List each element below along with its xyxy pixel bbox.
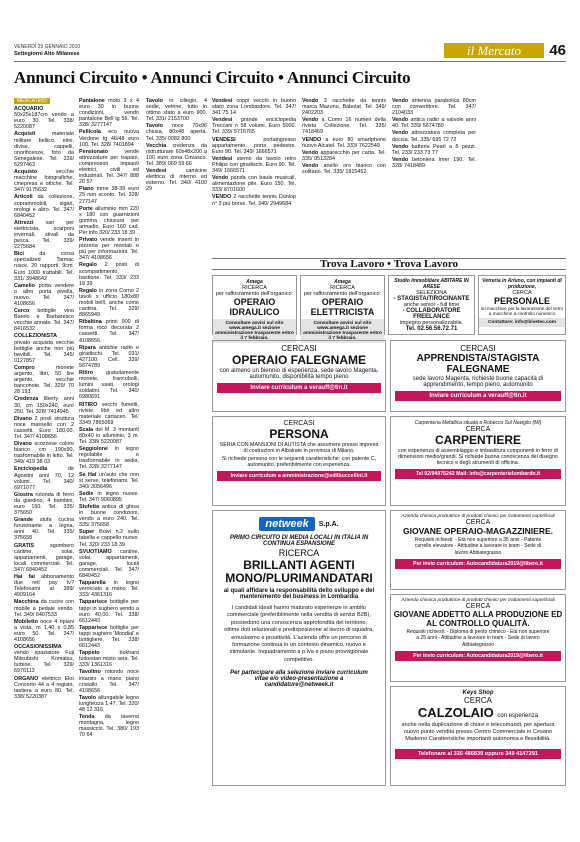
- classified-ad: [14, 283, 74, 307]
- classified-ad: [14, 106, 74, 130]
- classified-keyword: Compro: [14, 364, 35, 371]
- classified-text: camicine elettrica di interno ed esterno. Tel. 340/ 4100 29: [146, 168, 207, 193]
- classified-text: bottiglie per tappi in sughero vendo a euro 40,00. Tel. 338/ 6612443: [79, 599, 140, 624]
- classified-keyword: Cerco: [14, 308, 30, 315]
- classified-ad: [79, 695, 139, 713]
- classified-ad: [14, 492, 74, 516]
- classified-text: Bowl n.2 sullo tabella e cappello nuovo. Tel. 320/ 233 18 39: [79, 529, 140, 548]
- classified-keyword: Regalo: [79, 287, 97, 294]
- classified-text: vende attrezzature per trapani, compressori impianti elettrici, civili ed industriali. Tel. 347/ 888 20 57: [79, 148, 139, 186]
- classified-ad: [392, 144, 476, 156]
- classified-keyword: SVUOTIAMO: [79, 548, 112, 555]
- classified-keyword: Tappeto: [79, 650, 100, 657]
- classified-text: da cucire con mobile a pedale vendo. Tel. 349/ 6407533: [14, 599, 75, 618]
- classified-text: 2 racchette tennis Dunlop n° 3 più borse. Tel. 340/ 2949684: [212, 194, 296, 207]
- classified-ad: [392, 130, 476, 142]
- classified-text: antica radio a valvole anni 40. Tel. 339/ 5674789: [392, 117, 476, 130]
- classified-text: coppi vecchi in buono stato zona Lombardore. Tel. 347/ 341 75 14: [212, 98, 296, 117]
- classified-keyword: OCCASIONISSIMA: [14, 644, 62, 651]
- classified-text: a euro 80 smartphone nuovo Alcatel. Tel. 333/ 7622549: [302, 136, 387, 149]
- classified-keyword: VENDO: [212, 194, 232, 201]
- classified-ad: [79, 491, 139, 503]
- classified-ad: [79, 370, 139, 400]
- classified-text: in zona Corno 2 tavoli x ufficio 180x80 mobili bellì, anche come cantina. Tel. 329/ 8865949: [79, 287, 140, 319]
- classified-text: rotondo noce intarsio a mano piano cristallo. Tel. 347/ 4108656: [79, 669, 139, 694]
- classifieds-column-4: [212, 98, 296, 254]
- classified-ad: [302, 98, 386, 116]
- classified-keyword: Ritiro: [79, 370, 94, 377]
- issue-date: VENERDÌ 29 GENNAIO 2010: [14, 44, 81, 50]
- classified-keyword: Vendesi: [146, 168, 167, 175]
- classified-keyword: Super: [79, 529, 95, 536]
- classified-ad: [79, 98, 139, 128]
- classified-keyword: GRATIS: [14, 542, 34, 549]
- section-tag: il Mercato: [444, 43, 544, 58]
- classified-ad: [79, 650, 139, 668]
- classified-ad: [212, 137, 296, 155]
- classifieds-column-3: [146, 98, 207, 258]
- ad-vetreria-personale: Vetreria in Arluno, con impianti di produzione, CERCA PERSONALE su macchine per la lavorazione del vetro a macchine a controllo numerico Contattare: info@bivetec.com: [478, 275, 566, 335]
- classified-keyword: VENDESI: [212, 136, 236, 143]
- classified-text: in legno nuove. Tel. 347/ 9060895: [79, 490, 139, 503]
- classified-keyword: Vendo: [392, 117, 409, 124]
- classified-ad: [392, 98, 476, 116]
- classified-keyword: Vendo: [302, 149, 319, 156]
- classified-ad: [14, 574, 74, 598]
- classified-keyword: Macchina: [14, 599, 39, 606]
- classified-keyword: Mobiletto: [14, 618, 38, 625]
- classified-keyword: Vendo: [212, 175, 229, 182]
- classified-keyword: Tavolo: [79, 694, 96, 701]
- classified-keyword: Hai fai: [14, 574, 35, 581]
- classified-text: in ciliegio, 4 sedie, vetrine, tutto in ottimo stato a euro 900. Tel. 331/ 2153700: [146, 98, 207, 123]
- classified-keyword: Pellicola: [79, 129, 101, 136]
- classified-ad: [79, 319, 139, 343]
- classified-text: apparecchio per carta. Tel. 335/ 9513284: [302, 149, 386, 162]
- classified-ad: [14, 365, 74, 395]
- classified-ad: [79, 446, 139, 470]
- classified-text: stufa cucina funzionante a legna, anni 40. Tel. 335/ 375658: [14, 517, 74, 542]
- classified-keyword: Vendo: [302, 98, 319, 104]
- classified-text: primi 900 di forma rocò decorata 2 cassetti. Tel. 347/ 4108656: [79, 319, 139, 344]
- classified-ad: [14, 644, 74, 674]
- classified-text: de Agostini anni 70, 12 volumi. Tel. 340/ 6971077: [14, 466, 74, 491]
- classified-keyword: Porte: [79, 205, 93, 212]
- classified-text: abbonamento due reti pay tv? Telefonami al 389/ 4909164: [14, 574, 74, 599]
- classified-text: alluminio mm 220 x 180 con guarnizioni gomma chiusura per armadio. Euro 160 cad. Per info 320/ 233 18 39: [79, 205, 139, 236]
- classified-keyword: Stufetta: [79, 504, 100, 510]
- classified-text: 50x25x187cm vendo a euro 30. Tel. 338/ 5220087: [14, 112, 74, 131]
- magazine-name: Settegiorni Alto Milanese: [14, 51, 80, 57]
- classified-keyword: Vendo: [392, 98, 409, 104]
- classified-text: gratuitamente monete, francobolli, lumini usati, orologi soldatini. Tel. 340/ 6980691: [79, 370, 139, 401]
- classified-keyword: Seggiolone: [79, 446, 109, 453]
- classified-keyword: Ripara: [79, 344, 96, 351]
- classified-keyword: Vendo: [392, 130, 409, 137]
- classified-ad: [212, 117, 296, 135]
- classified-keyword: Giostra: [14, 491, 33, 498]
- classified-keyword: Piano: [79, 186, 94, 193]
- classified-text: materiale militare bellico, elmi, divise, cappelli, onorificenze, foto da Senegalese. Tel. 339/ 5297463: [14, 131, 74, 168]
- ad-persona-autista: CERCASI PERSONA SERIA CON MANSIONI DI AUTISTA che assumere presso impresa di costruzioni in Albairate in provincia di Milano. Si richiede persona con le seguenti caratteristiche: con patente C, automunito, preferibilmente con esperienza. Inviare curriculum a amministrazione@edilbuccellini.it: [212, 416, 386, 506]
- classified-ad: [14, 543, 74, 573]
- annunci-banner: Annunci Circuito • Annunci Circuito • Annunci Circuito: [14, 68, 411, 87]
- classified-text: antenna parabolica 80cm con convertitore. Tel. 347/ 2104033: [392, 98, 476, 117]
- classified-keyword: Tapparisce: [79, 624, 108, 631]
- classified-text: a Como 16 numeri della rivista Collezione. Tel. 335/ 7418469: [302, 117, 387, 136]
- classified-ad: [14, 333, 74, 363]
- classified-keyword: Vendesi: [212, 98, 233, 104]
- classifieds-column-5: [302, 98, 386, 254]
- classified-ad: [79, 504, 139, 528]
- classified-ad: [14, 308, 74, 332]
- classified-text: in legno verniciato a mano. Tel. 333/ 4361316: [79, 580, 139, 599]
- classified-keyword: Credenza: [14, 396, 39, 403]
- classified-ad: [146, 123, 207, 141]
- ad-calzolaio: Keys Shop CERCA CALZOLAIO con esperienza anche nella duplicazione di chiavi e telecomandi, per apertura nuovo punto vendita presso Centro Commerciale in Cesano Maderno Caratteristiche importanti autonomia e flessibilità. Telefonare al 335 486839 oppure 349 4147291: [390, 686, 566, 786]
- netweek-logo: netweek: [259, 517, 314, 531]
- classified-text: sterno da tavolo retro Philips con giradischi. Euro 90. Tel. 349/ 1666571: [212, 155, 296, 175]
- classified-text: in legno regolabile e trasformabile in sedia. Tel. 328/ 3277147: [79, 446, 140, 471]
- classified-ad: [14, 251, 74, 281]
- classified-keyword: Vendesi: [212, 117, 233, 124]
- section-label: MERCATINO: [14, 98, 50, 104]
- classified-ad: [302, 150, 386, 162]
- ad-operaio-magazziniere: Azienda chimica produttrice di prodotti chimici per trattamenti superficiali CERCA GIOVANE OPERAIO-MAGAZZINIERE. Requisiti richiesti: - Età non superiore a 35 anni - Patente carrello elevatore - Attitudine a lavorare in team - Sede di lavoro Abbiategrasso Per invio curriculum: Autocandidatura2019@libero.it: [390, 510, 566, 590]
- classified-text: del M. 3 montanti 80x40 in alluminio, 3 m. Tel. 338/ 5220087: [79, 426, 139, 446]
- classified-text: bottiglie per tappi sughero 'Mondial' e bottigliere. Tel. 338/ 6612443: [79, 624, 140, 650]
- trova-lavoro-banner: Trova Lavoro • Trova Lavoro: [212, 258, 566, 270]
- classified-keyword: Divano: [14, 441, 32, 448]
- classified-keyword: Tenda: [79, 714, 95, 721]
- classified-text: da corsa specialized Tarmac rusce, 20 rapporti, 9cm. Euro 1000 trattabili. Tel. 331/ 3948642: [14, 251, 74, 282]
- classified-text: noce 4 ripiani a vista, m 1,40 x 0,85 euro 50. Tel. 347/ 4108656: [14, 618, 74, 643]
- page-header: [14, 42, 566, 62]
- classified-ad: [146, 143, 207, 167]
- classified-ad: [14, 416, 74, 440]
- classified-ad: [79, 599, 139, 623]
- classified-text: cantine, solai, appartamenti, garage, locali commerciali. Tel. 347/ 6840452: [79, 548, 139, 580]
- classified-text: vari per elettricista, scarponi invernali, stivali da pesca. Tel. 339/ 2275684: [14, 219, 74, 251]
- classified-ad: [79, 427, 139, 445]
- classified-ad: [302, 137, 386, 149]
- classified-ad: [212, 194, 296, 206]
- classified-ad: [79, 472, 139, 490]
- classified-text: vendo spaziatore Fuji Mitsubishi Komatsu, turbine. Tel. 329/ 6976113: [14, 650, 74, 675]
- classified-ad: [79, 345, 139, 369]
- classified-text: noce 70x96 chiusa, 80x48 aperta. Tel. 335/ 0082 800: [146, 123, 208, 142]
- classified-keyword: Tavolo: [146, 123, 163, 130]
- classified-text: attrezzatura completa per doccia. Tel. 335/ 695 72 72: [392, 130, 477, 143]
- classified-text: credenza da ristrutturare 60x48x200 a 100 euro zona Cirvasco. Tel. 389/ 069 59 66: [146, 142, 208, 167]
- classified-keyword: Acquisti: [14, 131, 36, 138]
- classified-ad: [302, 117, 386, 135]
- classified-ad: [79, 288, 139, 318]
- classified-ad: [14, 676, 74, 700]
- classified-text: anello oro bianco con solitario. Tel. 335/ 1815452: [302, 162, 386, 176]
- classified-ad: [79, 186, 139, 204]
- classified-ad: [14, 619, 74, 643]
- classified-text: eco nuova Verdone tg 46/48 euro 100. Tel. 328/ 7401894: [79, 129, 139, 148]
- classified-keyword: Regalo: [79, 262, 97, 269]
- classified-ad: [79, 529, 139, 547]
- classified-text: grande enciclopedia Treccani n 58 volumi. Euro 5000. Tel. 339/ 5716765: [212, 117, 296, 136]
- classified-text: elettrico Eko Concerto 44 a 4 registri, tastiera a euro 80. Tel. 338/ 5220387: [14, 675, 74, 700]
- classified-text: bottiglie vino Barolo e Barbaresco vecchie annate. Tel. 347/ 8416532: [14, 308, 74, 333]
- classified-keyword: COLLEZIONISTA: [14, 333, 58, 340]
- ad-addetto-produzione: Azienda chimica produttrice di prodotti chimici per trattamenti superficiali CERCA GIOVANE ADDETTO ALLA PRODUZIONE ED AL CONTROLLO QUALITÀ. Requisiti richiesti: - Diploma di perito chimico - Età non superiore a 25 anni - Attitudine a lavorare in team - Sede di lavoro Abbiategrasso Per invio curriculum: Autocandidatura2019@libero.it: [390, 594, 566, 682]
- classified-ad: [79, 669, 139, 693]
- classified-keyword: Vendo: [302, 162, 319, 169]
- ad-studio-immobiliare: Studio Immobiliare ABITARE IN ARESE SELEZIONA - STAGISTA/TIROCINANTE anche senior - full time - COLLABORATORE FREELANCE impegno personalizzabile. Tel. 02.56.56.72.71: [388, 275, 475, 335]
- classified-text: da collezione, soprammobili, sigari, orologi e altro. Tel. 347/ 6840452: [14, 194, 75, 219]
- ad-operaio-idraulico: Amega RICERCA per rafforzamento dell'organico: OPERAIO IDRAULICO Consultare avvisi sul sito www.amega.it sezione amministrazione trasparente entro il 7 febbraio.: [212, 275, 297, 335]
- classified-keyword: Enciclopedia: [14, 466, 48, 473]
- page-number: 46: [549, 42, 566, 59]
- classified-keyword: Attrezzi: [14, 219, 34, 226]
- classifieds-column-1: [14, 98, 74, 834]
- classified-ad: [79, 625, 139, 649]
- classified-keyword: Bici: [14, 251, 24, 258]
- classified-keyword: Privato: [79, 237, 98, 244]
- classified-ad: [14, 396, 74, 414]
- classified-text: mme 38-39 euro 25 non sconto. Tel. 328/ 277147: [79, 186, 139, 205]
- classified-text: 2 posti di scompartimento, bastione. Tel. 333/ 233 18 39: [79, 262, 139, 287]
- classified-text: rotonda di ferro da giardino, 4 bambini, euro 150. Tel. 335/ 375650: [14, 491, 75, 517]
- classified-ad: [79, 402, 139, 426]
- classified-keyword: Pantalone: [79, 98, 105, 104]
- classified-text: monete argento, libri, 50 lire argento, vecchie banconote. Tel. 329/ 70 28 193: [14, 364, 74, 396]
- classified-ad: [146, 168, 207, 192]
- classified-text: porta vendere o altro porta pivella, nuovo. Tel. 347/ 4108656: [14, 282, 74, 307]
- classified-ad: [212, 175, 296, 193]
- classified-ad: [14, 194, 74, 218]
- classified-keyword: Articoli: [14, 194, 33, 201]
- classified-keyword: Camelio: [14, 282, 35, 289]
- classified-text: antichie radio e giradischi. Tel. 031/ 427100. Cell. 339/ 5674789: [79, 344, 139, 369]
- classified-ad: [146, 98, 207, 122]
- classified-text: vecchie macchine fotografiche, cinepresa e ottiche. Tel. 347/ 9175632: [14, 169, 74, 194]
- classified-ad: [14, 517, 74, 541]
- ad-carpentiere: Carpenteria Metallica situata a Robecco Sul Naviglio (MI) CERCA CARPENTIERE con esperienza di assemblaggio e imbastitura componenti in ferro di dimensioni medio/grandi. Si richiede buona conoscenza del disegno tecnico e degli strumenti di officina. Tel 02/94975242 Mail: info@carpenterielombardo.it: [390, 416, 566, 506]
- classified-keyword: ORGANO: [14, 675, 39, 682]
- classified-text: 3 racchette da tennis marca Mazunu, Babolat. Tel. 349/ 2402203: [302, 98, 387, 117]
- classified-keyword: Vendo: [392, 143, 409, 150]
- classified-ad: [14, 220, 74, 250]
- classified-keyword: Acquisto: [14, 169, 38, 176]
- classified-text: vecchi fumetti, riviste, libri ed altro materiale cartaceo. Tel. 3349 7865069: [79, 401, 140, 426]
- classified-ad: [79, 549, 139, 579]
- classified-ad: [212, 98, 296, 116]
- classified-keyword: Pensionato: [79, 148, 109, 155]
- classified-keyword: Vendesi: [212, 155, 233, 162]
- classified-keyword: Divano: [14, 415, 32, 422]
- classifieds-column-6: [392, 98, 476, 254]
- classified-keyword: Tapparisce: [79, 599, 108, 606]
- classified-keyword: Tavolo: [146, 98, 163, 104]
- classified-ad: [302, 163, 386, 175]
- ad-operaio-falegname: CERCASI OPERAIO FALEGNAME con almeno un biennio di esperienza, sede lavoro Magenta, automunito, disponibilità tempo pieno Inviare curriculum a verauff@tin.it: [212, 340, 386, 412]
- classified-ad: [79, 237, 139, 261]
- classified-text: batteria Pearl a 5 pezzi. Tel. 233/ 233 73 77: [392, 143, 476, 156]
- classified-ad: [14, 466, 74, 490]
- classified-keyword: Vecchia: [146, 142, 167, 149]
- classified-keyword: Se Hai: [79, 471, 97, 478]
- classified-text: antica di ghisa in buone condizioni, vendo a euro 240. Tel. 335/ 375658: [79, 504, 140, 529]
- classified-ad: [79, 580, 139, 598]
- classified-ad: [392, 117, 476, 129]
- ad-netweek-agenti: netweek S.p.A. PRIMO CIRCUITO DI MEDIA LOCALI IN ITALIA IN CONTINUA ESPANSIONE RICERCA BRILLANTI AGENTI MONO/PLURIMANDATARI ai quali affidare la responsabilità dello sviluppo e del mantenimento del business in Lombardia I candidati ideali hanno maturato esperienze in ambito commerciale (preferibilmente nella vendita di servizi B2B), possiedono una conoscenza approfondita del territorio, ottime doti relazionali e predisposizione al lavoro di squadra, entusiasmo e proattività. L'azienda offre un percorso di formazione continua in un contesto dinamico, nuovo e stimolante. Inquadramento a p.iva e piano provvigionale competitivo. Per partecipare alla selezione inviare curriculum vitae e/o video-presentazione a candidature@netweek.it: [212, 510, 386, 786]
- classified-text: moto 3 x 4 euro 30 in buone condizioni, vendo pantalone Bell tg 56. Tel. 328/ 3277147: [79, 98, 139, 129]
- classified-ad: [212, 156, 296, 174]
- classified-keyword: RITIRO: [79, 401, 98, 408]
- classified-ad: [392, 157, 476, 169]
- classified-text: scozzese colore bianco cm 190x90, trasformabile in letto. Tel. 349/ 419 38 03: [14, 441, 75, 466]
- classified-ad: [79, 129, 139, 147]
- classified-keyword: Scala: [79, 426, 94, 433]
- classified-ad: [79, 149, 139, 186]
- classified-keyword: Sedie: [79, 490, 94, 497]
- classified-text: da taverna montagna, legno massiccio. Tel. 380/ 193 70 64: [79, 714, 139, 739]
- classified-ad: [79, 714, 139, 738]
- classified-ad: [14, 599, 74, 617]
- classified-keyword: Tavolino: [79, 669, 101, 676]
- classified-ad: [79, 206, 139, 236]
- classified-keyword: Ribaltina: [79, 319, 102, 326]
- ad-operaio-elettricista: Amega RICERCA per rafforzamento dell'organico: OPERAIO ELETTRICISTA Consultare avvisi sul sito www.amega.it sezione amministrazione trasparente entro il 7 febbraio.: [300, 275, 385, 335]
- classified-keyword: VENDO: [302, 136, 322, 143]
- classified-keyword: ACQUARIO: [14, 106, 44, 113]
- classified-text: allungabile legno lunghezza 1,47. Tel. 320/ 48 12 316: [79, 694, 140, 713]
- classified-ad: [14, 441, 74, 465]
- classified-text: portaingresso appartamento, porta pedestre. Euro 90. Tel. 349/ 1666571: [212, 136, 296, 155]
- classified-ad: [14, 131, 74, 168]
- classified-ad: [79, 262, 139, 286]
- classifieds-column-2: [79, 98, 139, 834]
- classified-text: panda con baule musicali, alimentazione pile. Euro 150. Tel. 333/ 8701600: [212, 175, 296, 194]
- ad-apprendista-falegname: CERCASI APPRENDISTA/STAGISTA FALEGNAME sede lavoro Magenta, richieste buone capacità di apprendimento, tempo pieno, automunito Inviare curriculum a verauff@tin.it: [390, 340, 566, 412]
- classified-keyword: Vendo: [392, 156, 409, 163]
- classified-text: un'auto che non si serve, telefonami. Tel. 340/ 3056496: [79, 471, 139, 490]
- classified-keyword: Tapparella: [79, 580, 106, 587]
- classified-text: 2 posti struttura noce massello con 2 cassetti. Euro 180,00. Tel. 347/ 4108656: [14, 415, 75, 440]
- classified-text: sgombero cantine, solai, appartamenti, garage, locali commerciali. Tel. 347/ 6840452: [14, 542, 74, 573]
- classified-ad: [14, 169, 74, 193]
- classified-text: liberty anni 30, cm 150x240, euro 250. Tel. 328/ 7414945: [14, 396, 74, 415]
- classified-keyword: Vendo: [302, 117, 319, 124]
- classified-text: bukhara turkestan misto seta. Tel. 333/ 1361316: [79, 650, 139, 669]
- classified-text: betoniera Imer 190. Tel. 328/ 7418489: [392, 156, 476, 169]
- classified-keyword: Grande: [14, 517, 33, 524]
- classified-text: vende inserti in pizzeria per montati e più per informazioni. Tel. 347/ 4108656: [79, 237, 140, 262]
- classified-text: privato acquista vecchie bottiglie anche non più bevibili. Tel. 345/ 0127857: [14, 339, 74, 364]
